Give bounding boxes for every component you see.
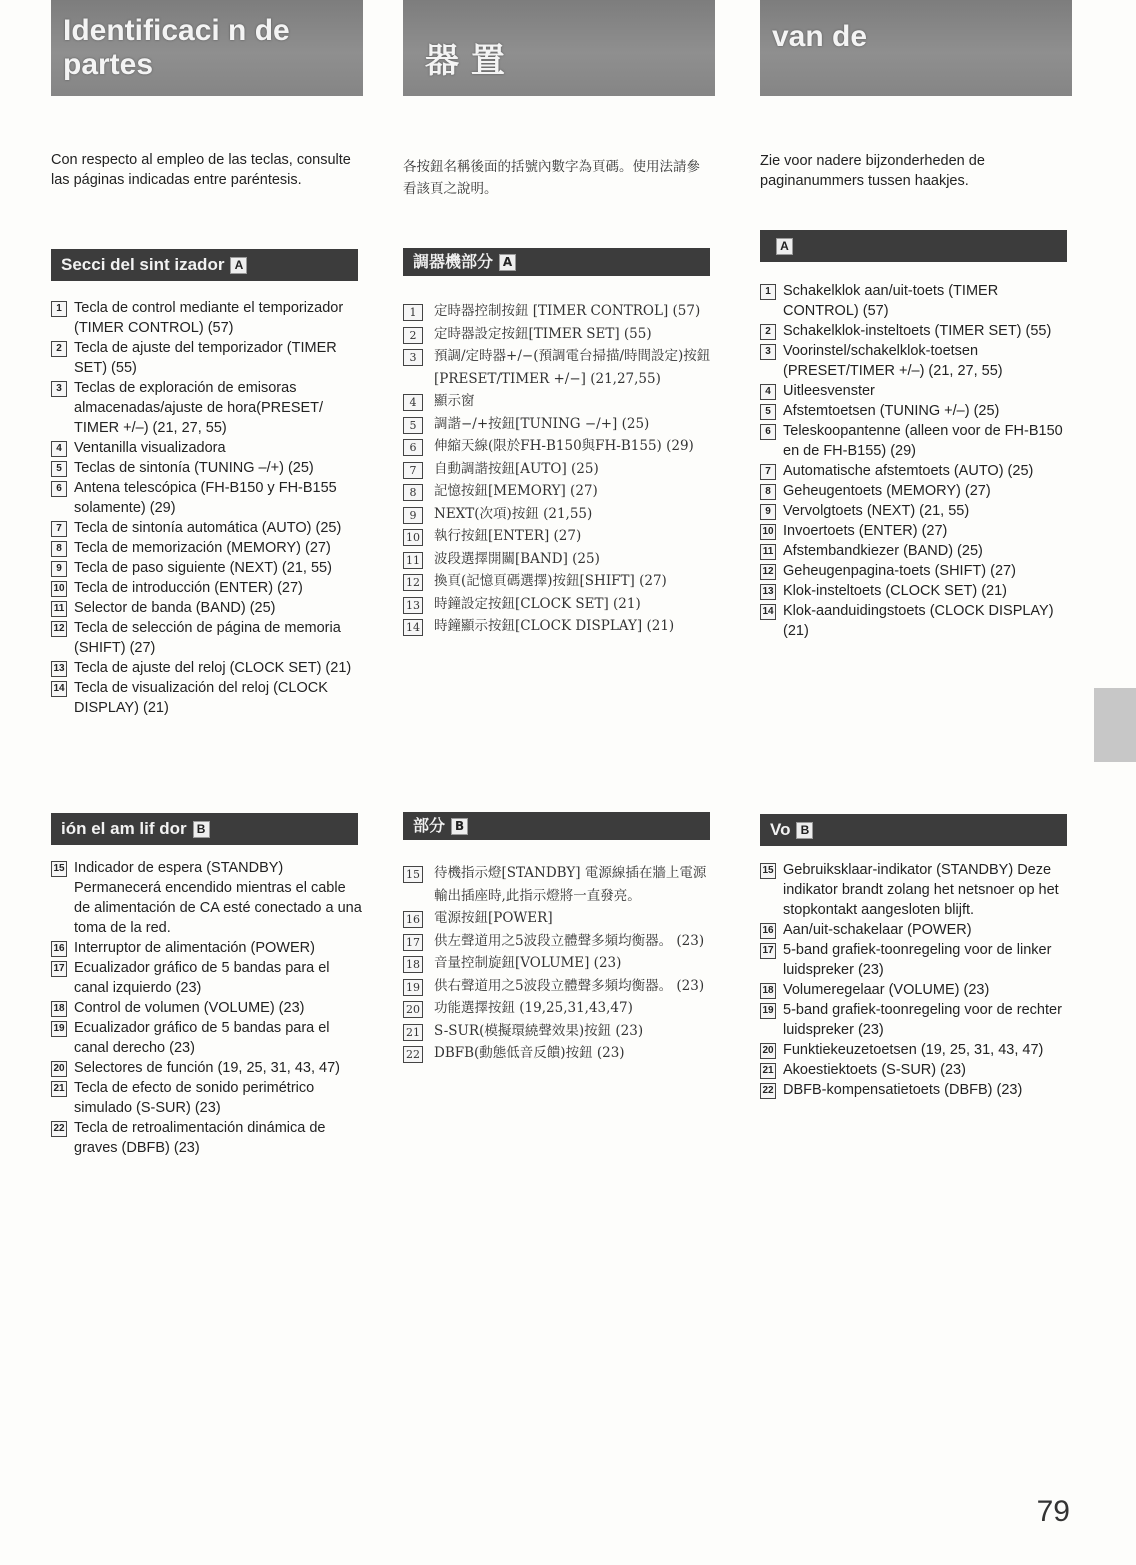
section-letter: B (796, 822, 813, 839)
section-header-amp-zh (403, 812, 710, 840)
page-title-nl: van de (760, 0, 1072, 96)
list-item (760, 980, 1072, 1000)
list-item (51, 378, 363, 438)
item-text: Tecla de sintonía automática (AUTO) (25) (74, 520, 342, 536)
item-text: Tecla de efecto de sonido perimétrico simulado (S-SUR) (23) (74, 1080, 315, 1116)
item-number-box: 16 (760, 923, 776, 939)
item-text: Interruptor de alimentación (POWER) (74, 940, 315, 956)
item-number-box: 14 (403, 619, 423, 636)
parts-list-a-zh (403, 300, 715, 638)
item-text: 時鐘顯示按鈕[CLOCK DISPLAY] (21) (434, 618, 675, 634)
list-item (403, 413, 715, 436)
list-item (760, 481, 1072, 501)
list-item (51, 438, 363, 458)
page-title-es: Identificaci n de partes (51, 0, 363, 96)
item-text: Automatische afstemtoets (AUTO) (25) (783, 463, 1034, 479)
item-text: Antena telescópica (FH-B150 y FH-B155 solamente) (29) (74, 480, 337, 516)
item-text: 電源按鈕[POWER] (434, 910, 553, 926)
item-number-box: 7 (760, 464, 776, 480)
item-number-box: 10 (403, 529, 423, 546)
item-number-box: 13 (760, 584, 776, 600)
item-text: 顯示窗 (434, 393, 475, 409)
list-item (760, 521, 1072, 541)
list-item (51, 678, 363, 718)
item-number-box: 14 (760, 604, 776, 620)
list-item (403, 435, 715, 458)
section-title: ión el am lif dor (61, 819, 187, 838)
item-number-box: 3 (760, 344, 776, 360)
list-item (51, 658, 363, 678)
list-item (760, 561, 1072, 581)
item-number-box: 7 (51, 521, 67, 537)
item-text: S-SUR(模擬環繞聲效果)按鈕 (23) (434, 1022, 644, 1039)
list-item (403, 525, 715, 548)
item-text: Tecla de memorización (MEMORY) (27) (74, 540, 331, 556)
list-item (403, 570, 715, 593)
item-number-box: 18 (51, 1001, 67, 1017)
parts-list-b-nl (760, 860, 1072, 1100)
list-item (403, 930, 715, 953)
item-number-box: 19 (51, 1021, 67, 1037)
list-item (51, 538, 363, 558)
list-item (760, 920, 1072, 940)
list-item (403, 480, 715, 503)
item-number-box: 1 (760, 284, 776, 300)
item-number-box: 5 (403, 417, 423, 434)
list-item (51, 298, 363, 338)
item-number-box: 19 (403, 979, 423, 996)
item-text: Funktiekeuzetoetsen (19, 25, 31, 43, 47) (783, 1042, 1044, 1058)
list-item (403, 615, 715, 638)
list-item (403, 1042, 715, 1065)
item-number-box: 14 (51, 681, 67, 697)
list-item (760, 1040, 1072, 1060)
list-item (51, 598, 363, 618)
item-number-box: 15 (760, 863, 776, 879)
item-text: DBFB(動態低音反饋)按鈕 (23) (434, 1045, 625, 1061)
list-item (760, 581, 1072, 601)
item-text: 波段選擇開關[BAND] (25) (434, 550, 600, 567)
item-number-box: 15 (51, 861, 67, 877)
side-thumb-tab (1094, 688, 1136, 762)
item-text: 定時器設定按鈕[TIMER SET] (55) (434, 325, 652, 342)
item-number-box: 11 (403, 552, 423, 569)
intro-text-es: Con respecto al empleo de las teclas, consulte las páginas indicadas entre paréntesis. (51, 152, 351, 188)
item-text: 待機指示燈[STANDBY] 電源線插在牆上電源輸出插座時,此指示燈將一直發亮。 (434, 865, 707, 904)
item-text: Selectores de función (19, 25, 31, 43, 47) (74, 1060, 341, 1076)
item-text: Geheugenpagina-toets (SHIFT) (27) (783, 563, 1016, 579)
item-number-box: 18 (760, 983, 776, 999)
item-number-box: 2 (760, 324, 776, 340)
item-text: Gebruiksklaar-indikator (STANDBY) Deze indikator brandt zolang het netsnoer op het stopkontakt aangesloten blijft. (783, 862, 1059, 918)
item-number-box: 13 (51, 661, 67, 677)
list-item (51, 338, 363, 378)
item-number-box: 21 (51, 1081, 67, 1097)
item-text: 功能選擇按鈕 (19,25,31,43,47) (434, 1000, 633, 1016)
list-item (760, 541, 1072, 561)
item-number-box: 12 (403, 574, 423, 591)
item-text: DBFB-kompensatietoets (DBFB) (23) (783, 1082, 1023, 1098)
list-item (51, 458, 363, 478)
list-item (51, 958, 363, 998)
item-text: Teclas de exploración de emisoras almacenadas/ajuste de hora(PRESET/ TIMER +/–) (21, 27, 55) (74, 380, 324, 436)
list-item (51, 558, 363, 578)
list-item (403, 323, 715, 346)
list-item (403, 390, 715, 413)
list-item (760, 401, 1072, 421)
item-number-box: 16 (403, 911, 423, 928)
parts-list-b-es (51, 858, 363, 1158)
list-item (760, 940, 1072, 980)
section-letter: A (230, 257, 247, 274)
item-text: Klok-aanduidingstoets (CLOCK DISPLAY) (21) (783, 603, 1054, 639)
list-item (51, 478, 363, 518)
item-number-box: 9 (403, 507, 423, 524)
item-number-box: 5 (760, 404, 776, 420)
item-number-box: 17 (403, 934, 423, 951)
item-text: Aan/uit-schakelaar (POWER) (783, 922, 972, 938)
item-text: 換頁(記憶頁碼選擇)按鈕[SHIFT] (27) (434, 573, 667, 589)
list-item (403, 907, 715, 930)
list-item (760, 1060, 1072, 1080)
item-text: Ecualizador gráfico de 5 bandas para el canal derecho (23) (74, 1020, 330, 1056)
list-item (403, 1020, 715, 1043)
item-text: 供左聲道用之5波段立體聲多頻均衡器。 (23) (434, 932, 705, 949)
item-text: Tecla de ajuste del temporizador (TIMER SET) (55) (74, 340, 337, 376)
list-item (760, 281, 1072, 321)
list-item (403, 458, 715, 481)
section-header-synth-es (51, 249, 358, 281)
item-number-box: 3 (403, 349, 423, 366)
item-number-box: 12 (760, 564, 776, 580)
list-item (760, 1080, 1072, 1100)
parts-list-b-zh (403, 862, 715, 1065)
parts-list-a-es (51, 298, 363, 718)
item-text: Akoestiektoets (S-SUR) (23) (783, 1062, 966, 1078)
item-text: Schakelklok aan/uit-toets (TIMER CONTROL) (57) (783, 283, 999, 319)
item-number-box: 17 (760, 943, 776, 959)
item-text: NEXT(次項)按鈕 (21,55) (434, 505, 593, 522)
item-text: Tecla de paso siguiente (NEXT) (21, 55) (74, 560, 332, 576)
item-number-box: 9 (760, 504, 776, 520)
list-item (51, 998, 363, 1018)
item-text: Tecla de introducción (ENTER) (27) (74, 580, 303, 596)
list-item (760, 1000, 1072, 1040)
item-text: 自動調諧按鈕[AUTO] (25) (434, 460, 599, 477)
intro-text-zh: 各按鈕名稱後面的括號內數字為頁碼。使用法請參看該頁之說明。 (403, 159, 700, 197)
item-text: Ventanilla visualizadora (74, 440, 226, 456)
section-header-amp-nl (760, 814, 1067, 846)
item-number-box: 16 (51, 941, 67, 957)
section-header-amp-es (51, 813, 358, 845)
parts-list-a-nl (760, 281, 1072, 641)
item-number-box: 3 (51, 381, 67, 397)
item-text: Geheugentoets (MEMORY) (27) (783, 483, 991, 499)
section-letter: A (776, 238, 793, 255)
item-text: Tecla de ajuste del reloj (CLOCK SET) (21) (74, 660, 352, 676)
section-header-synth-nl (760, 230, 1067, 262)
item-number-box: 19 (760, 1003, 776, 1019)
item-text: Invoertoets (ENTER) (27) (783, 523, 948, 539)
item-text: 5-band grafiek-toonregeling voor de linker luidspreker (23) (783, 942, 1052, 978)
section-letter: B (193, 821, 210, 838)
section-letter: A (499, 254, 516, 271)
item-number-box: 21 (760, 1063, 776, 1079)
item-text: Tecla de retroalimentación dinámica de graves (DBFB) (23) (74, 1120, 326, 1156)
item-text: Vervolgtoets (NEXT) (21, 55) (783, 503, 970, 519)
item-number-box: 1 (403, 304, 423, 321)
item-text: Teclas de sintonía (TUNING –/+) (25) (74, 460, 314, 476)
item-number-box: 15 (403, 866, 423, 883)
list-item (760, 860, 1072, 920)
item-text: 時鐘設定按鈕[CLOCK SET] (21) (434, 595, 641, 612)
item-number-box: 8 (760, 484, 776, 500)
item-text: Tecla de visualización del reloj (CLOCK DISPLAY) (21) (74, 680, 328, 716)
item-text: Klok-insteltoets (CLOCK SET) (21) (783, 583, 1008, 599)
list-item (760, 421, 1072, 461)
list-item (51, 578, 363, 598)
item-number-box: 6 (403, 439, 423, 456)
section-title: 部分 (413, 816, 446, 835)
item-number-box: 11 (51, 601, 67, 617)
item-number-box: 22 (51, 1121, 67, 1137)
list-item (760, 601, 1072, 641)
item-text: Tecla de control mediante el temporizador (TIMER CONTROL) (57) (74, 300, 344, 336)
item-number-box: 2 (51, 341, 67, 357)
item-number-box: 6 (760, 424, 776, 440)
item-text: Volumeregelaar (VOLUME) (23) (783, 982, 990, 998)
list-item (51, 1078, 363, 1118)
item-text: Voorinstel/schakelklok-toetsen (PRESET/TIMER +/–) (21, 27, 55) (783, 343, 1003, 379)
item-number-box: 8 (51, 541, 67, 557)
item-number-box: 4 (760, 384, 776, 400)
item-text: 執行按鈕[ENTER] (27) (434, 528, 582, 544)
list-item (403, 548, 715, 571)
list-item (760, 501, 1072, 521)
list-item (760, 321, 1072, 341)
item-number-box: 10 (51, 581, 67, 597)
section-title: 調器機部分 (413, 252, 494, 271)
item-text: Teleskoopantenne (alleen voor de FH-B150 en de FH-B155) (29) (783, 423, 1063, 459)
item-text: 伸縮天線(限於FH-B150與FH-B155) (29) (434, 438, 694, 454)
list-item (403, 862, 715, 907)
item-number-box: 12 (51, 621, 67, 637)
item-text: Afstembandkiezer (BAND) (25) (783, 543, 983, 559)
item-text: Uitleesvenster (783, 383, 875, 399)
list-item (760, 461, 1072, 481)
intro-text-nl: Zie voor nadere bijzonderheden de paginanummers tussen haakjes. (760, 153, 985, 189)
item-number-box: 6 (51, 481, 67, 497)
list-item (403, 952, 715, 975)
item-text: 5-band grafiek-toonregeling voor de rechter luidspreker (23) (783, 1002, 1062, 1038)
list-item (51, 858, 363, 938)
list-item (403, 975, 715, 998)
item-text: Ecualizador gráfico de 5 bandas para el canal izquierdo (23) (74, 960, 330, 996)
item-text: 記憶按鈕[MEMORY] (27) (434, 483, 598, 499)
item-text: 音量控制旋鈕[VOLUME] (23) (434, 955, 622, 971)
item-number-box: 20 (51, 1061, 67, 1077)
item-number-box: 4 (51, 441, 67, 457)
item-number-box: 11 (760, 544, 776, 560)
page-title-zh: 器 置 (403, 0, 715, 96)
page-number: 79 (1036, 1495, 1070, 1528)
item-number-box: 1 (51, 301, 67, 317)
item-number-box: 20 (760, 1043, 776, 1059)
item-text: Control de volumen (VOLUME) (23) (74, 1000, 305, 1016)
list-item (51, 618, 363, 658)
list-item (51, 518, 363, 538)
list-item (403, 300, 715, 323)
item-number-box: 21 (403, 1024, 423, 1041)
list-item (403, 503, 715, 526)
item-number-box: 13 (403, 597, 423, 614)
item-number-box: 5 (51, 461, 67, 477)
item-number-box: 9 (51, 561, 67, 577)
item-number-box: 20 (403, 1001, 423, 1018)
list-item (760, 381, 1072, 401)
list-item (760, 341, 1072, 381)
item-number-box: 18 (403, 956, 423, 973)
item-number-box: 7 (403, 462, 423, 479)
item-text: Indicador de espera (STANDBY) Permanecerá encendido mientras el cable de alimentación de CA esté conectado a una toma de la red. (74, 860, 362, 936)
item-number-box: 22 (760, 1083, 776, 1099)
list-item (403, 593, 715, 616)
list-item (51, 1018, 363, 1058)
item-number-box: 10 (760, 524, 776, 540)
item-text: 預調/定時器+/−(預調電台掃描/時間設定)按鈕[PRESET/TIMER +/−] (21,27,55) (434, 348, 711, 387)
list-item (51, 938, 363, 958)
section-letter: B (451, 818, 468, 835)
item-text: 調諧−/+按鈕[TUNING −/+] (25) (434, 415, 650, 432)
list-item (51, 1058, 363, 1078)
item-text: Schakelklok-insteltoets (TIMER SET) (55) (783, 323, 1052, 339)
item-text: Selector de banda (BAND) (25) (74, 600, 276, 616)
item-text: Afstemtoetsen (TUNING +/–) (25) (783, 403, 1000, 419)
item-number-box: 2 (403, 327, 423, 344)
item-text: 供右聲道用之5波段立體聲多頻均衡器。 (23) (434, 977, 705, 994)
item-number-box: 22 (403, 1046, 423, 1063)
list-item (403, 345, 715, 390)
item-number-box: 4 (403, 394, 423, 411)
item-text: Tecla de selección de página de memoria (SHIFT) (27) (74, 620, 341, 656)
section-title: Vo (770, 820, 791, 839)
item-text: 定時器控制按鈕 [TIMER CONTROL] (57) (434, 303, 701, 319)
section-title: Secci del sint izador (61, 255, 225, 274)
item-number-box: 8 (403, 484, 423, 501)
list-item (403, 997, 715, 1020)
section-header-synth-zh (403, 248, 710, 276)
list-item (51, 1118, 363, 1158)
item-number-box: 17 (51, 961, 67, 977)
